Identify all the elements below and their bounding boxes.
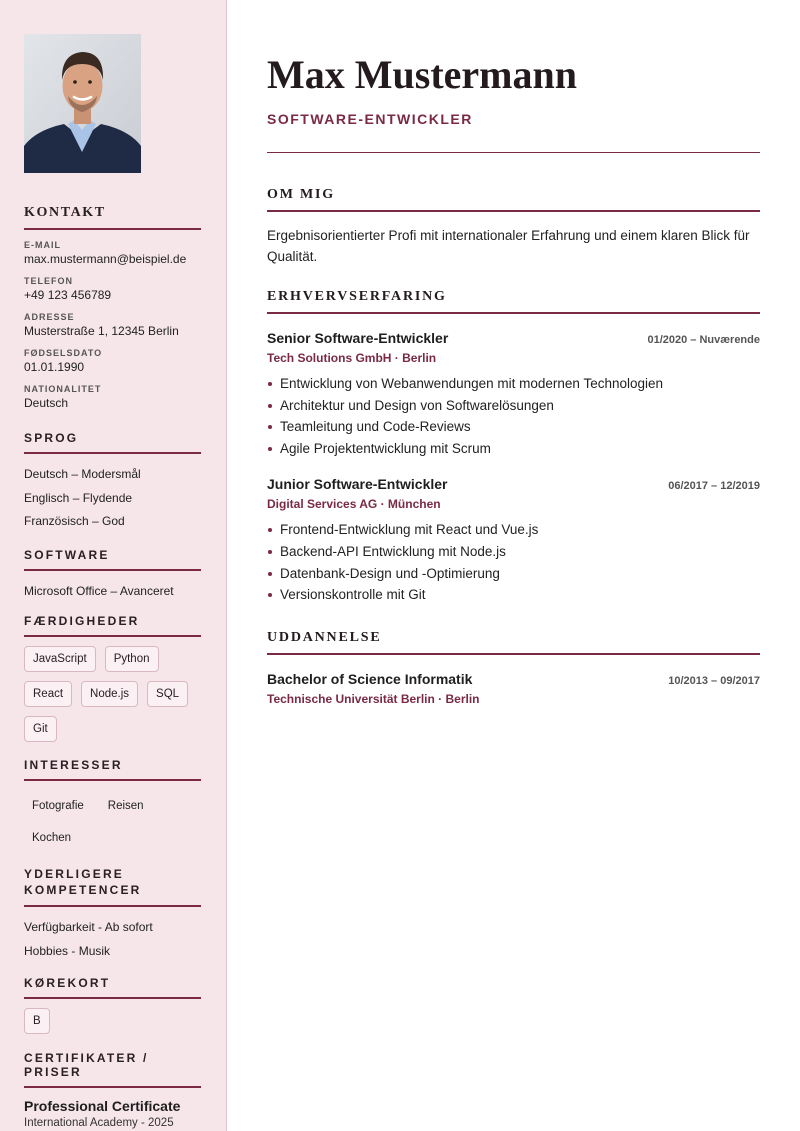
job-bullet: Architektur und Design von Softwarelösungen bbox=[267, 395, 760, 417]
languages-title: SPROG bbox=[24, 431, 201, 454]
job-entry bbox=[267, 476, 760, 605]
interests-section bbox=[24, 758, 201, 854]
education-date: 10/2013 – 09/2017 bbox=[668, 674, 760, 687]
nationality-value: Deutsch bbox=[24, 396, 69, 410]
software-section bbox=[24, 548, 201, 604]
contact-section bbox=[24, 205, 201, 411]
certificates-title: CERTIFIKATER / PRISER bbox=[24, 1051, 201, 1088]
license-section bbox=[24, 976, 201, 1034]
about-section bbox=[267, 187, 760, 267]
certificate-name: Professional Certificate bbox=[24, 1098, 181, 1114]
job-bullet: Backend-API Entwicklung mit Node.js bbox=[267, 541, 760, 563]
extra-skill-item: Hobbies - Musik bbox=[24, 943, 111, 958]
header-divider bbox=[267, 152, 760, 153]
job-company: Digital Services AG · München bbox=[267, 497, 441, 512]
person-name: Max Mustermann bbox=[267, 52, 577, 97]
skill-tag: Node.js bbox=[81, 681, 138, 707]
certificate-issuer: International Academy - 2025 bbox=[24, 1117, 174, 1129]
education-title: UDDANNELSE bbox=[267, 630, 760, 655]
main-content bbox=[267, 0, 760, 706]
interest-item: Reisen bbox=[107, 800, 144, 812]
software-item: Microsoft Office – Avanceret bbox=[24, 583, 174, 598]
job-bullet: Versionskontrolle mit Git bbox=[267, 584, 760, 606]
experience-title: ERHVERVSERFARING bbox=[267, 289, 760, 314]
job-bullet: Entwicklung von Webanwendungen mit modernen Technologien bbox=[267, 373, 760, 395]
about-title: OM MIG bbox=[267, 187, 760, 212]
address-label: ADRESSE bbox=[24, 312, 75, 322]
language-item: Englisch – Flydende bbox=[24, 490, 133, 505]
skill-tag: React bbox=[24, 681, 72, 707]
job-company: Tech Solutions GmbH · Berlin bbox=[267, 351, 437, 365]
skills-title: FÆRDIGHEDER bbox=[24, 614, 201, 637]
extra-skills-title: YDERLIGERE KOMPETENCER bbox=[24, 866, 201, 907]
skill-tag: Git bbox=[24, 716, 57, 742]
extra-skill-item: Verfügbarkeit - Ab sofort bbox=[24, 920, 153, 934]
language-item: Französisch – God bbox=[24, 514, 125, 528]
contact-title: KONTAKT bbox=[24, 205, 201, 230]
nationality-label: NATIONALITET bbox=[24, 384, 102, 394]
interests-title: INTERESSER bbox=[24, 758, 201, 781]
certificates-section bbox=[24, 1051, 201, 1131]
email-label: E-MAIL bbox=[24, 240, 61, 250]
birth-label: FØDSELSDATO bbox=[24, 348, 103, 358]
email-value[interactable]: max.mustermann@beispiel.de bbox=[24, 252, 187, 266]
job-entry bbox=[267, 330, 760, 459]
skill-tag: SQL bbox=[147, 681, 188, 707]
experience-section bbox=[267, 289, 760, 606]
phone-label: TELEFON bbox=[24, 276, 73, 286]
sidebar bbox=[0, 0, 227, 1131]
interest-item: Fotografie bbox=[32, 800, 84, 812]
language-item: Deutsch – Modersmål bbox=[24, 467, 141, 481]
interest-item: Kochen bbox=[32, 832, 72, 844]
job-date: 06/2017 – 12/2019 bbox=[668, 480, 760, 493]
job-role: SOFTWARE-ENTWICKLER bbox=[267, 111, 473, 127]
education-entry bbox=[267, 671, 760, 706]
license-tag: B bbox=[24, 1008, 50, 1034]
school-name: Technische Universität Berlin · Berlin bbox=[267, 691, 480, 706]
skills-section bbox=[24, 614, 201, 742]
software-title: SOFTWARE bbox=[24, 548, 201, 571]
about-text: Ergebnisorientierter Profi mit internationaler Erfahrung und einem klaren Blick für Qualität. bbox=[267, 228, 750, 264]
job-title: Senior Software-Entwickler bbox=[267, 330, 449, 346]
job-bullet: Frontend-Entwicklung mit React und Vue.js bbox=[267, 519, 760, 541]
job-bullet: Agile Projektentwicklung mit Scrum bbox=[267, 438, 760, 460]
skill-tag: JavaScript bbox=[24, 646, 96, 672]
degree-title: Bachelor of Science Informatik bbox=[267, 670, 473, 687]
job-title: Junior Software-Entwickler bbox=[267, 476, 448, 493]
profile-photo bbox=[24, 34, 141, 173]
birth-value: 01.01.1990 bbox=[24, 360, 85, 374]
skill-tag: Python bbox=[105, 646, 159, 672]
address-value: Musterstraße 1, 12345 Berlin bbox=[24, 324, 179, 338]
license-title: KØREKORT bbox=[24, 976, 201, 999]
extra-skills-section bbox=[24, 866, 201, 963]
phone-value[interactable]: +49 123 456789 bbox=[24, 288, 112, 302]
job-bullet: Datenbank-Design und -Optimierung bbox=[267, 563, 760, 585]
job-bullet: Teamleitung und Code-Reviews bbox=[267, 416, 760, 438]
languages-section bbox=[24, 431, 201, 534]
education-section bbox=[267, 630, 760, 706]
job-date: 01/2020 – Nuværende bbox=[647, 334, 760, 346]
